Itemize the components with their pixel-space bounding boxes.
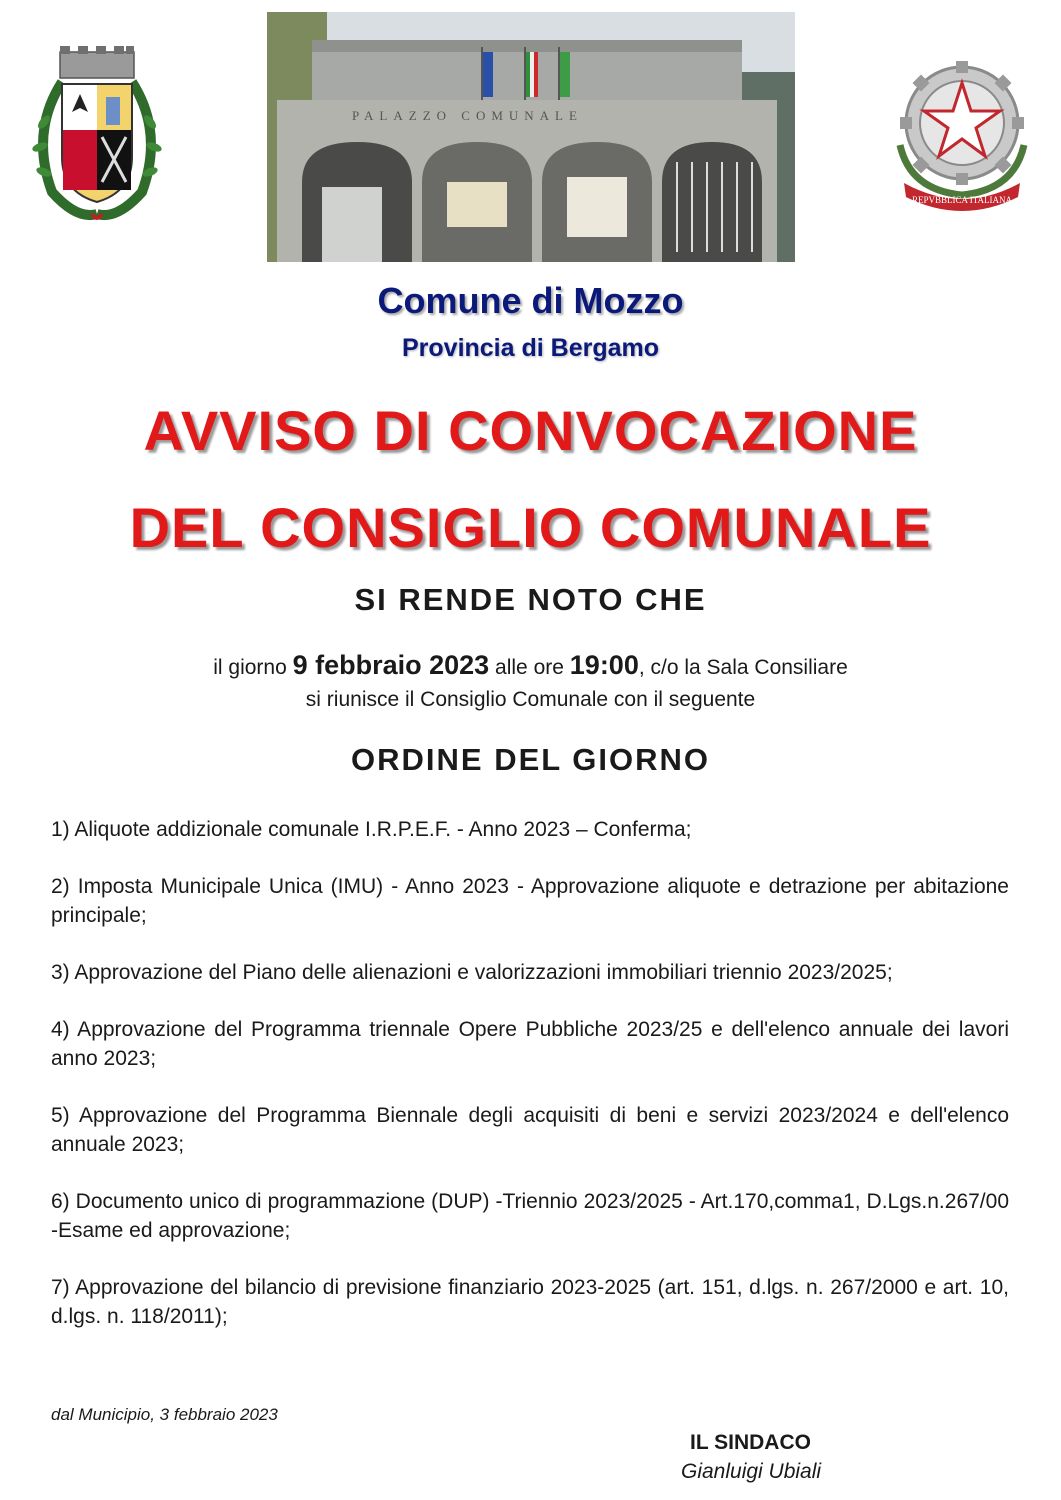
town-hall-photo bbox=[267, 12, 795, 262]
time-prefix: alle ore bbox=[495, 656, 564, 679]
meeting-location: , c/o la Sala Consiliare bbox=[638, 656, 848, 679]
coat-of-arms-image bbox=[22, 42, 172, 227]
agenda-item: 3) Approvazione del Piano delle alienazioni e valorizzazioni immobiliari triennio 2023/2025; bbox=[51, 961, 893, 984]
meeting-details bbox=[0, 650, 1061, 681]
agenda-item: 1) Aliquote addizionale comunale I.R.P.E.F. - Anno 2023 – Conferma; bbox=[51, 818, 692, 841]
signatory-name: Gianluigi Ubiali bbox=[681, 1460, 822, 1483]
agenda-item: 2) Imposta Municipale Unica (IMU) - Anno 2023 - Approvazione aliquote e detrazione per abitazione principale; bbox=[51, 875, 1009, 927]
province-name: Provincia di Bergamo bbox=[401, 334, 660, 362]
meeting-time: 19:00 bbox=[569, 650, 639, 680]
agenda-list bbox=[51, 815, 1009, 1331]
notice-title-line1: AVVISO DI CONVOCAZIONE bbox=[143, 399, 918, 462]
agenda-item: 5) Approvazione del Programma Biennale degli acquisiti di beni e servizi 2023/2024 e dell'elenco annuale 2023; bbox=[51, 1104, 1009, 1156]
town-name: Comune di Mozzo bbox=[377, 280, 684, 321]
date-prefix: il giorno bbox=[213, 656, 287, 679]
signatory-title: IL SINDACO bbox=[690, 1431, 811, 1454]
announcement-heading: SI RENDE NOTO CHE bbox=[354, 582, 707, 617]
meeting-intro-line2: si riunisce il Consiglio Comunale con il seguente bbox=[305, 688, 756, 711]
issue-date: dal Municipio, 3 febbraio 2023 bbox=[51, 1405, 278, 1424]
agenda-item: 6) Documento unico di programmazione (DUP) -Triennio 2023/2025 - Art.170,comma1, D.Lgs.n.267/00 -Esame ed approvazione; bbox=[51, 1190, 1009, 1242]
meeting-date: 9 febbraio 2023 bbox=[292, 650, 490, 680]
emblem-text: REPVBBLICA ITALIANA bbox=[911, 195, 1013, 205]
building-sign-left: PALAZZO COMUNALE bbox=[352, 108, 583, 123]
agenda-item: 7) Approvazione del bilancio di previsione finanziario 2023-2025 (art. 151, d.lgs. n. 267/2000 e art. 10, d.lgs. n. 118/2011); bbox=[51, 1276, 1009, 1328]
agenda-title: ORDINE DEL GIORNO bbox=[351, 742, 710, 777]
italian-republic-emblem bbox=[890, 55, 1035, 213]
agenda-item: 4) Approvazione del Programma triennale Opere Pubbliche 2023/25 e dell'elenco annuale dei lavori anno 2023; bbox=[51, 1018, 1009, 1070]
notice-title-line2: DEL CONSIGLIO COMUNALE bbox=[129, 496, 932, 559]
